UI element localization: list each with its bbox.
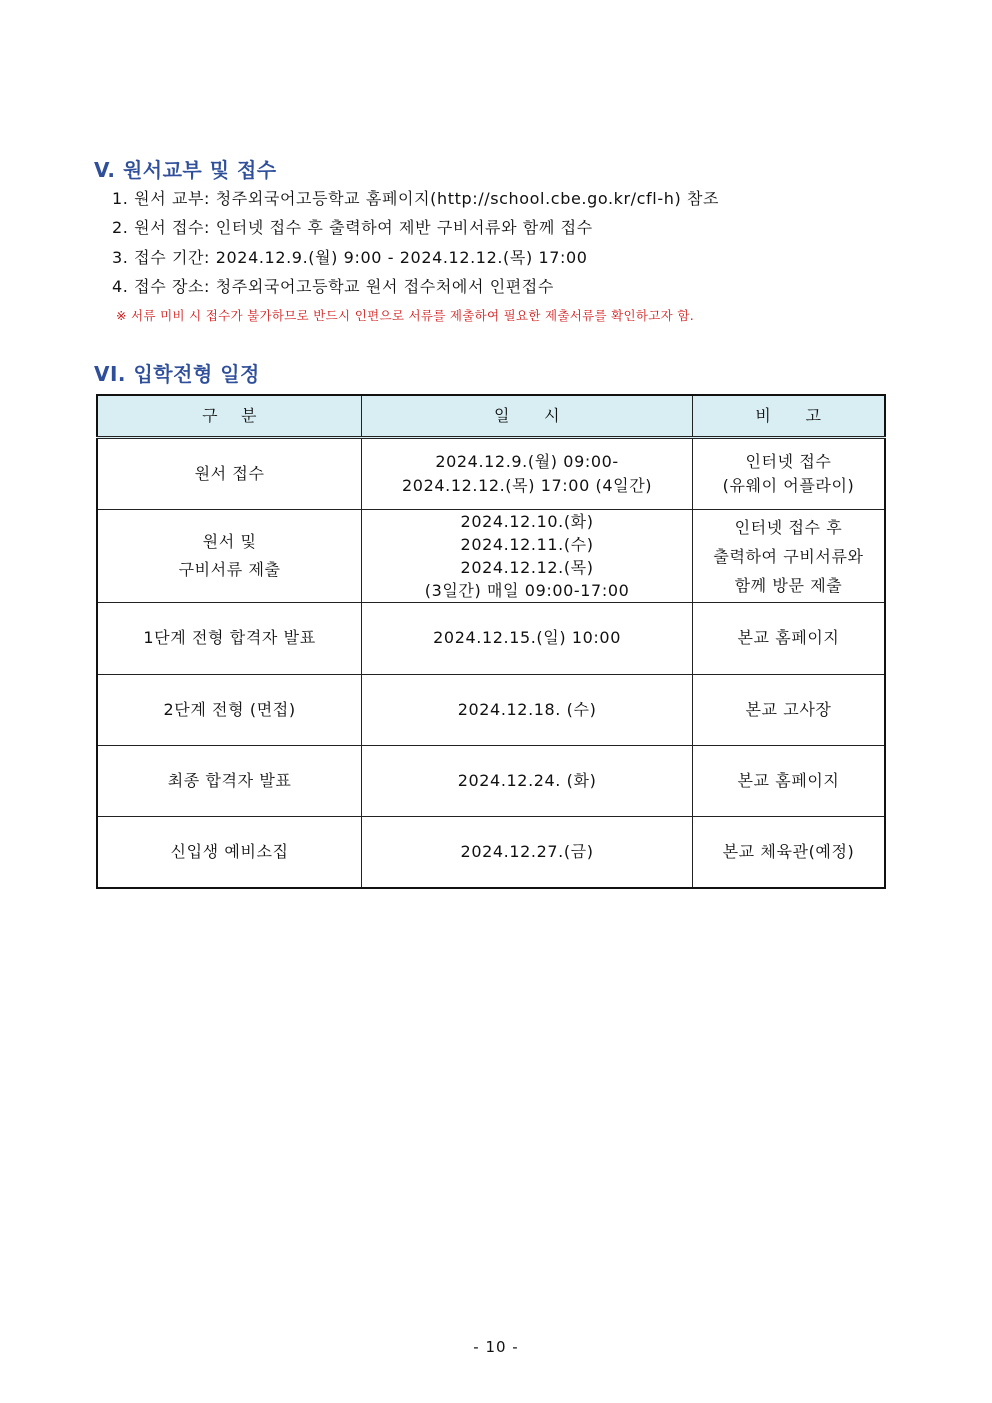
table-row bbox=[97, 816, 885, 888]
header-remark: 비 고 bbox=[692, 395, 885, 438]
section-title-application: V. 원서교부 및 접수 bbox=[94, 158, 277, 182]
cell-line: (3일간) 매일 09:00-17:00 bbox=[424, 581, 630, 601]
cell-line: 2024.12.12.(목) 17:00 (4일간) bbox=[402, 476, 653, 496]
cell-line: 출력하여 구비서류와 bbox=[713, 546, 864, 566]
section-title-schedule: VI. 입학전형 일정 bbox=[94, 362, 260, 386]
cell-remark: 본교 체육관(예정) bbox=[692, 816, 885, 888]
cell-line: 2024.12.10.(화) bbox=[460, 512, 594, 532]
table-row bbox=[97, 745, 885, 816]
cell-line: 구비서류 제출 bbox=[178, 560, 281, 580]
cell-datetime bbox=[362, 510, 693, 603]
cell-category: 신입생 예비소집 bbox=[97, 816, 362, 888]
table-row bbox=[97, 674, 885, 745]
list-item-distribution: 1. 원서 교부: 청주외국어고등학교 홈페이지(http://school.cbe.go.kr/cfl-h) 참조 bbox=[112, 189, 720, 208]
cell-remark bbox=[692, 438, 885, 510]
cell-datetime: 2024.12.27.(금) bbox=[362, 816, 693, 888]
cell-datetime bbox=[362, 438, 693, 510]
cell-line: 2024.12.12.(목) bbox=[460, 558, 594, 578]
cell-datetime: 2024.12.15.(일) 10:00 bbox=[362, 603, 693, 674]
cell-category bbox=[97, 438, 362, 510]
page-number: - 10 - bbox=[473, 1338, 519, 1356]
cell-remark: 본교 고사장 bbox=[692, 674, 885, 745]
table-header-row bbox=[97, 395, 885, 438]
header-datetime: 일 시 bbox=[362, 395, 693, 438]
cell-datetime: 2024.12.18. (수) bbox=[362, 674, 693, 745]
cell-line: 인터넷 접수 bbox=[745, 452, 832, 472]
cell-datetime: 2024.12.24. (화) bbox=[362, 745, 693, 816]
cell-category: 1단계 전형 합격자 발표 bbox=[97, 603, 362, 674]
table-row bbox=[97, 438, 885, 510]
table-row bbox=[97, 510, 885, 603]
cell-line: (유웨이 어플라이) bbox=[722, 476, 855, 496]
list-item-location: 4. 접수 장소: 청주외국어고등학교 원서 접수처에서 인편접수 bbox=[112, 277, 554, 296]
warning-note: ※ 서류 미비 시 접수가 불가하므로 반드시 인편으로 서류를 제출하여 필요한 제출서류를 확인하고자 함. bbox=[116, 308, 694, 323]
schedule-table bbox=[96, 394, 886, 889]
list-item-period: 3. 접수 기간: 2024.12.9.(월) 9:00 - 2024.12.12.(목) 17:00 bbox=[112, 248, 588, 267]
header-category: 구 분 bbox=[97, 395, 362, 438]
table-row bbox=[97, 603, 885, 674]
list-item-submission: 2. 원서 접수: 인터넷 접수 후 출력하여 제반 구비서류와 함께 접수 bbox=[112, 218, 593, 237]
cell-line: 함께 방문 제출 bbox=[734, 575, 843, 595]
cell-category: 최종 합격자 발표 bbox=[97, 745, 362, 816]
cell-line: 2024.12.11.(수) bbox=[460, 535, 594, 555]
cell-remark: 본교 홈페이지 bbox=[692, 603, 885, 674]
cell-category bbox=[97, 510, 362, 603]
cell-category: 2단계 전형 (면접) bbox=[97, 674, 362, 745]
cell-remark: 본교 홈페이지 bbox=[692, 745, 885, 816]
cell-line: 인터넷 접수 후 bbox=[734, 517, 843, 537]
cell-line: 원서 접수 bbox=[194, 464, 265, 484]
cell-line: 2024.12.9.(월) 09:00- bbox=[435, 452, 619, 472]
cell-line: 원서 및 bbox=[202, 532, 257, 552]
cell-remark bbox=[692, 510, 885, 603]
